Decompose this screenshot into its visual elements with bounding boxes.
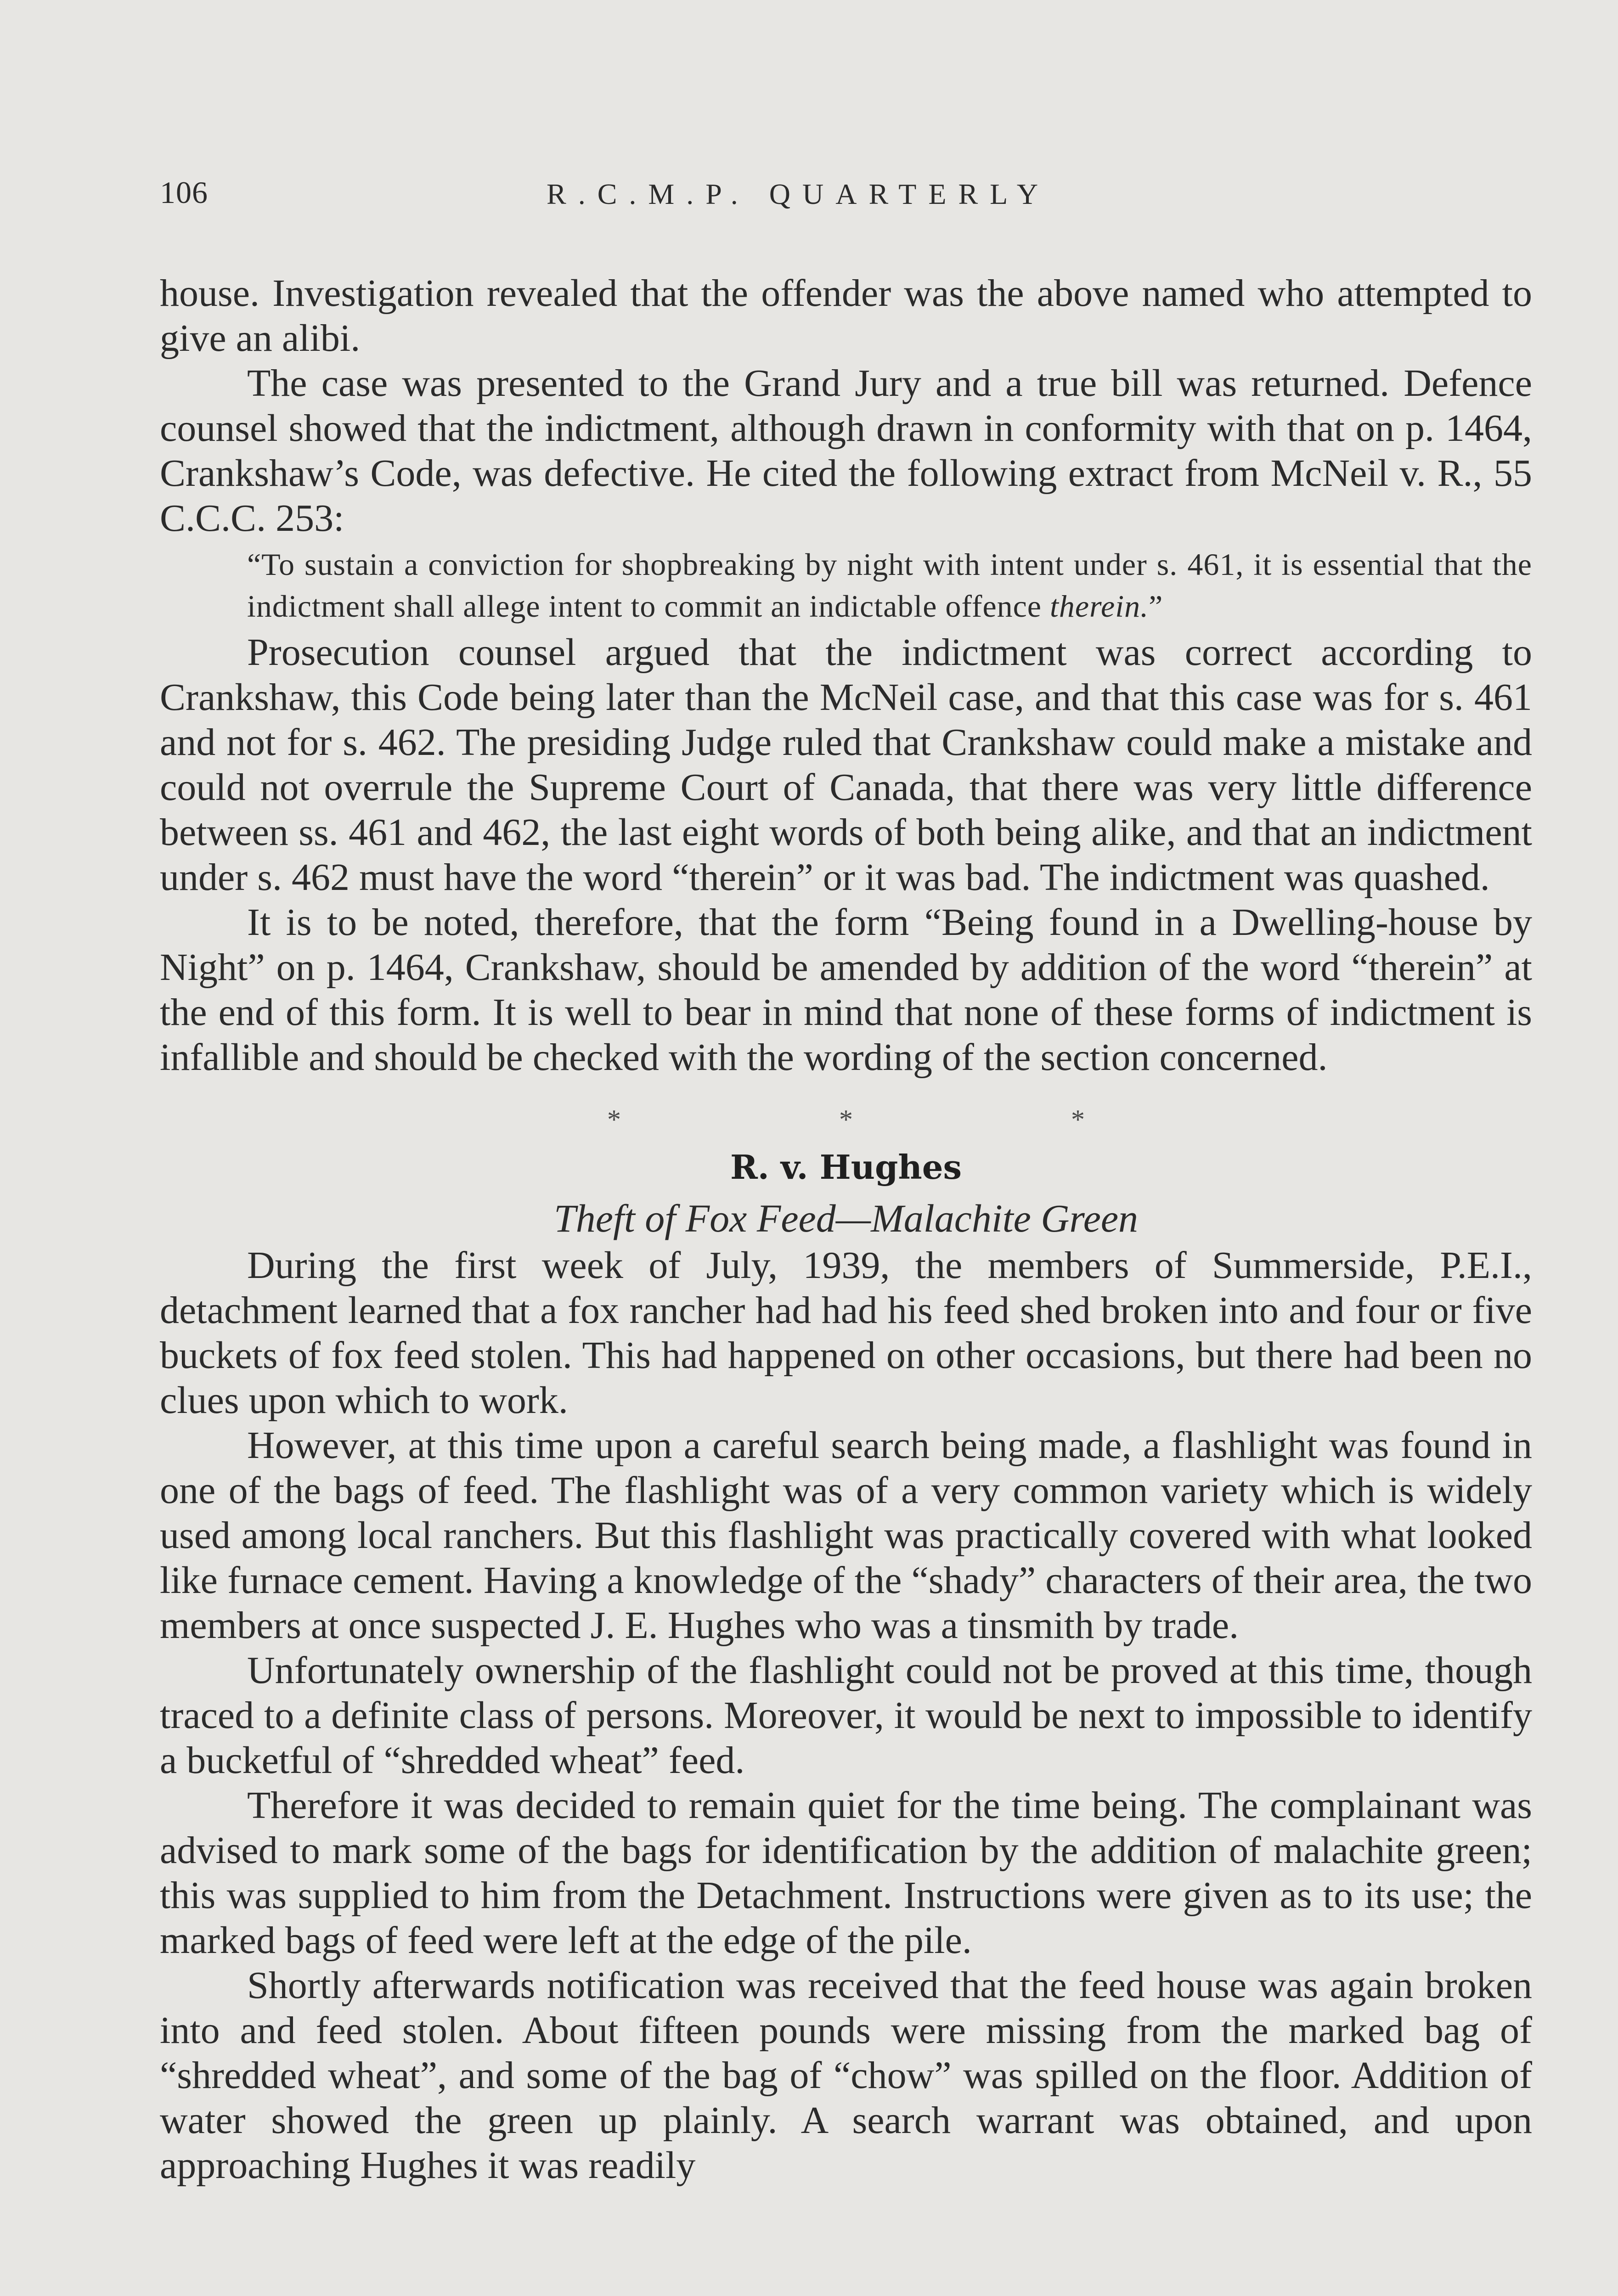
quote-emphasis: therein.: [1050, 589, 1149, 624]
paragraph: Unfortunately ownership of the flashlight could not be proved at this time, though traced to a definite class of persons. Moreover, it would be next to impossible to identify a bucketful of “shredded wheat” feed.: [160, 1649, 1532, 1782]
running-head: R.C.M.P. QUARTERLY: [547, 178, 1050, 210]
case-title: R. v. Hughes: [730, 1148, 962, 1187]
block-quote: [247, 544, 1532, 627]
quote-closing: ”: [1149, 589, 1163, 624]
paragraph: It is to be noted, therefore, that the form “Being found in a Dwelling-house by Night” on p. 1464, Crankshaw, should be amended by addition of the word “therein” at the end of this form. It is well to bear in mind that none of these forms of indictment is infallible and should be checked with the wording of the section concerned.: [160, 901, 1532, 1079]
article-body: [160, 271, 1532, 2188]
paragraph: Prosecution counsel argued that the indictment was correct according to Crankshaw, this Code being later than the McNeil case, and that this case was for s. 461 and not for s. 462. The presiding Judge ruled that Crankshaw could make a mistake and could not overrule the Supreme Court of Canada, that there was very little difference between ss. 461 and 462, the last eight words of both being alike, and that an indictment under s. 462 must have the word “therein” or it was bad. The indictment was quashed.: [160, 631, 1532, 899]
paragraph: During the first week of July, 1939, the members of Summerside, P.E.I., detachment learned that a fox rancher had had his feed shed broken into and four or five buckets of fox feed stolen. This had happened on other occasions, but there had been no clues upon which to work.: [160, 1244, 1532, 1422]
quote-text: “To sustain a conviction for shopbreaking by night with intent under s. 461, it is essential that the indictment shall allege intent to commit an indictable offence: [247, 547, 1532, 624]
paragraph: However, at this time upon a careful search being made, a flashlight was found in one of the bags of feed. The flashlight was of a very common variety which is widely used among local ranchers. But this flashlight was practically covered with what looked like furnace cement. Having a knowledge of the “shady” characters of their area, the two members at once suspected J. E. Hughes who was a tinsmith by trade.: [160, 1424, 1532, 1647]
page-number: 106: [160, 175, 208, 210]
page-header: [160, 174, 1528, 220]
case-subtitle: Theft of Fox Feed—Malachite Green: [553, 1196, 1139, 1240]
paragraph: The case was presented to the Grand Jury and a true bill was returned. Defence counsel showed that the indictment, although drawn in conformity with that on p. 1464, Crankshaw’s Code, was defective. He cited the following extract from McNeil v. R., 55 C.C.C. 253:: [160, 362, 1532, 540]
paragraph: Shortly afterwards notification was received that the feed house was again broken into and feed stolen. About fifteen pounds were missing from the marked bag of “shredded wheat”, and some of the bag of “chow” was spilled on the floor. Addition of water showed the green up plainly. A search warrant was obtained, and upon approaching Hughes it was readily: [160, 1964, 1532, 2187]
paragraph: house. Investigation revealed that the offender was the above named who attempted to give an alibi.: [160, 272, 1532, 360]
paragraph: Therefore it was decided to remain quiet for the time being. The complainant was advised to mark some of the bags for identification by the addition of malachite green; this was supplied to him from the Detachment. Instructions were given as to its use; the marked bags of feed were left at the edge of the pile.: [160, 1784, 1532, 1962]
section-separator: * * *: [607, 1104, 1190, 1135]
